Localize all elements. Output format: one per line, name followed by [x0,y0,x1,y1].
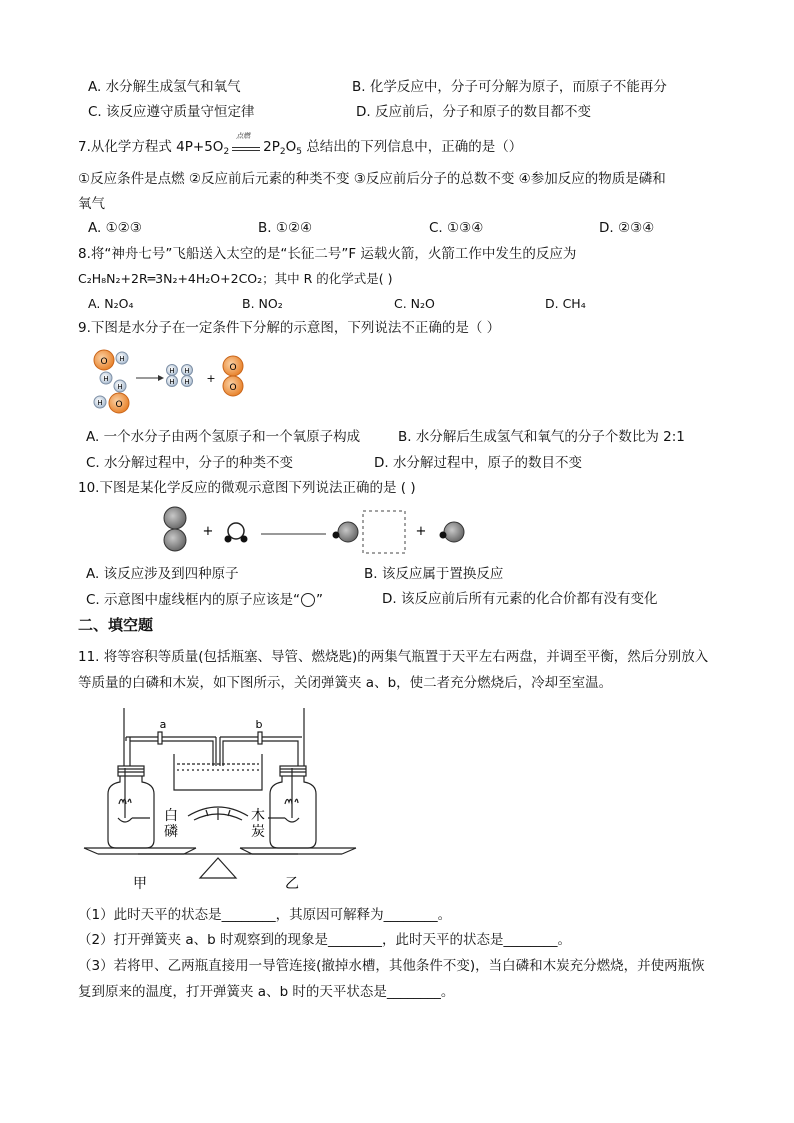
balance-apparatus-diagram [78,708,378,896]
q9-stem: 9.下图是水分子在一定条件下分解的示意图，下列说法不正确的是（ ） [78,320,501,336]
q11-sub2: （2）打开弹簧夹 a、b 时观察到的现象是________，此时天平的状态是________。 [78,932,572,948]
q10-option-d: D. 该反应前后所有元素的化合价都有没有变化 [382,591,658,607]
q9-option-a: A. 一个水分子由两个氢原子和一个氧原子构成 [86,429,361,445]
bottle-yi-label: 乙 [285,876,299,892]
bottle-jia-label: 甲 [133,876,147,892]
svg-text:H: H [169,367,175,375]
section-heading: 二、填空题 [78,616,154,634]
q7-items-line1: ①反应条件是点燃 ②反应前后元素的种类不变 ③反应前后分子的总数不变 ④参加反应的物质是磷和 [78,171,666,187]
svg-text:H: H [169,378,175,386]
q6-option-c: C. 该反应遵守质量守恒定律 [88,104,255,120]
q8-equation: C₂H₈N₂+2R═3N₂+4H₂O+2CO₂；其中 R 的化学式是( ) [78,271,393,286]
clip-b-label: b [255,718,263,731]
q10-option-b: B. 该反应属于置换反应 [364,566,504,582]
white-phosphorus-label-1: 白 [164,808,178,824]
q8-option-a: A. N₂O₄ [88,296,134,311]
q11-stem-line1: 11. 将等容积等质量(包括瓶塞、导管、燃烧匙)的两集气瓶置于天平左右两盘，并调至平衡，然后分别放入 [78,649,709,665]
open-circle-icon [301,593,315,607]
svg-text:O: O [100,357,108,367]
oxygen-atom [223,376,243,396]
plus-sign: + [206,372,216,385]
q6-option-a: A. 水分解生成氢气和氧气 [88,79,241,95]
svg-text:H: H [119,355,125,363]
hydrogen-atom [182,376,193,387]
hydrogen-atom [116,352,128,364]
q8-option-c: C. N₂O [394,296,435,311]
q8-stem: 8.将“神舟七号”飞船送入太空的是“长征二号”F 运载火箭，火箭工作中发生的反应为 [78,246,577,262]
q10-option-a: A. 该反应涉及到四种原子 [86,566,239,582]
svg-text:O: O [115,400,123,410]
svg-text:O: O [229,363,237,373]
q8-option-d: D. CH₄ [545,296,586,311]
q8-option-b: B. NO₂ [242,296,283,311]
charcoal-label-1: 木 [251,808,265,824]
q7-stem: 7.从化学方程式 $4P+5O_2$ 点燃 $2P_2O_5$ 总结出的下列信息中，正确的是（） [78,132,523,157]
q6-option-b: B. 化学反应中，分子可分解为原子，而原子不能再分 [352,79,667,95]
hydrogen-atom [182,365,193,376]
clip-a-label: a [159,718,167,731]
charcoal-label-2: 炭 [251,824,265,840]
hydrogen-atom [167,365,178,376]
oxygen-atom [223,356,243,376]
svg-text:O: O [229,383,237,393]
q11-sub3-line1: （3）若将甲、乙两瓶直接用一导管连接(撤掉水槽，其他条件不变)，当白磷和木炭充分燃烧，并使两瓶恢 [78,958,705,974]
plus-sign: + [415,524,427,539]
hydrogen-atom [167,376,178,387]
q11-stem-line2: 等质量的白磷和木炭，如下图所示，关闭弹簧夹 a、b，使二者充分燃烧后，冷却至室温。 [78,675,613,691]
q9-option-b: B. 水分解后生成氢气和氧气的分子个数比为 2:1 [398,429,685,445]
q7-option-c: C. ①③④ [429,220,484,236]
water-decomposition-diagram [84,344,254,422]
arrow-icon [136,375,164,381]
q7-option-d: D. ②③④ [599,220,655,236]
hydrogen-atom [100,372,112,384]
q6-option-d: D. 反应前后，分子和原子的数目都不变 [356,104,591,120]
oxygen-atom [94,350,114,370]
q7-option-a: A. ①②③ [88,220,142,236]
q7-option-b: B. ①②④ [258,220,313,236]
white-phosphorus-label-2: 磷 [164,824,178,840]
oxygen-atom [109,393,129,413]
reaction-micro-diagram [156,504,476,556]
svg-text:H: H [184,367,190,375]
q11-sub1: （1）此时天平的状态是________，其原因可解释为________。 [78,907,452,923]
svg-text:H: H [117,383,123,391]
q10-stem: 10.下图是某化学反应的微观示意图下列说法正确的是 ( ) [78,480,416,496]
q9-option-d: D. 水分解过程中，原子的数目不变 [374,455,582,471]
q11-sub3-line2: 复到原来的温度，打开弹簧夹 a、b 时的天平状态是________。 [78,984,455,1000]
plus-sign: + [202,524,214,539]
hydrogen-atom [114,380,126,392]
dashed-box [363,511,405,553]
q9-option-c: C. 水分解过程中，分子的种类不变 [86,455,294,471]
hydrogen-atom [94,396,106,408]
q10-option-c: C. 示意图中虚线框内的原子应该是“ ” [86,592,324,608]
svg-text:H: H [184,378,190,386]
svg-text:H: H [103,375,109,383]
svg-text:H: H [97,399,103,407]
q7-items-line2: 氧气 [78,196,105,212]
q7-condition: 点燃 [236,132,251,140]
